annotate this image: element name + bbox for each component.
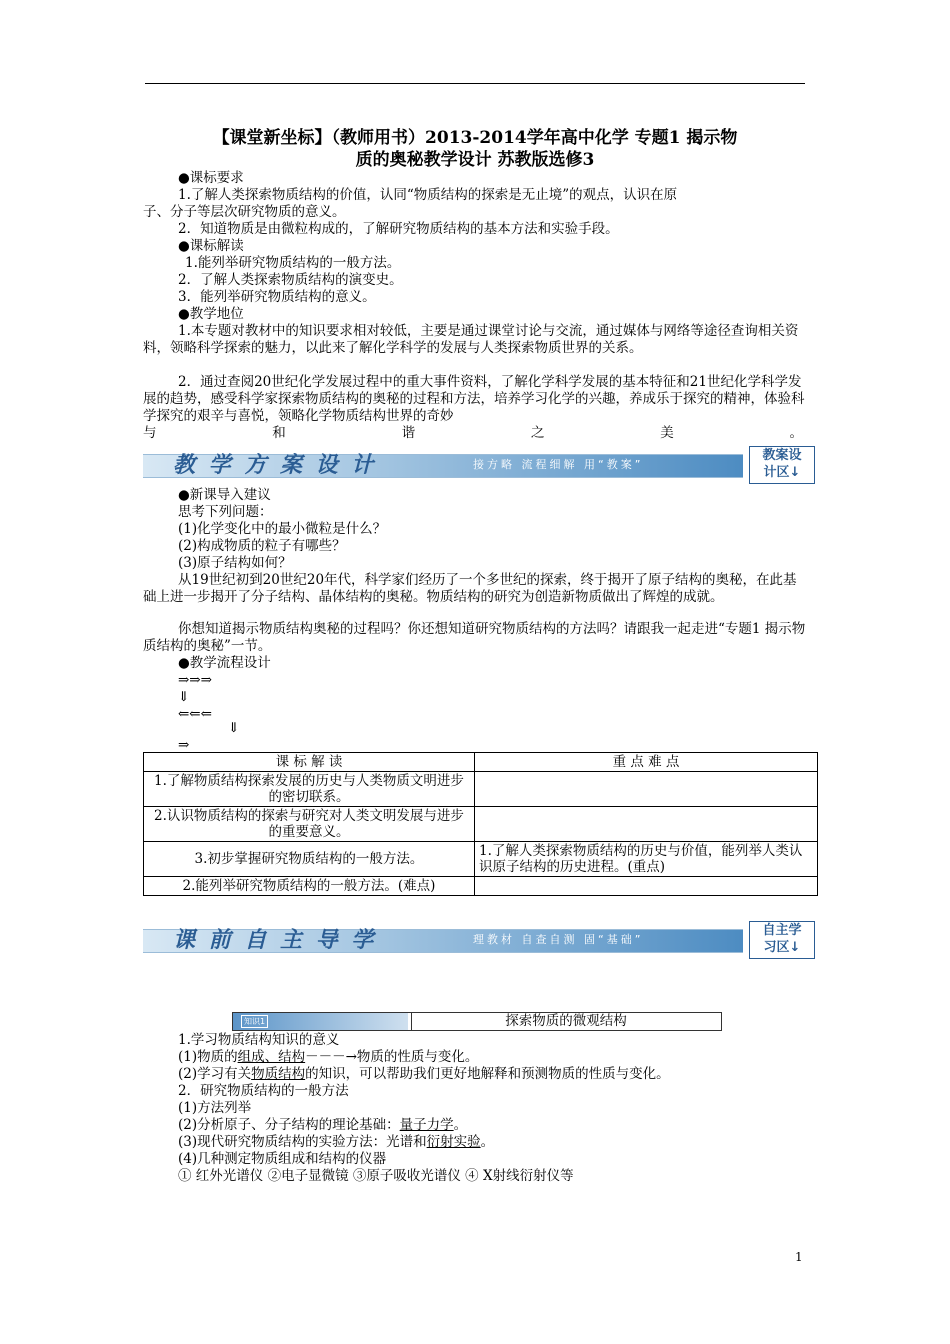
table-cell-objective-4: 2.能列举研究物质结构的一般方法。(难点): [144, 877, 475, 896]
knowledge-line-7: (3)现代研究物质结构的实验方法：光谱和衍射实验。: [178, 1134, 495, 1150]
banner-region-label: 教案设 计区↓: [749, 446, 815, 484]
title-line-2: 质的奥秘教学设计 苏教版选修3: [355, 150, 595, 170]
jxdw-paragraph-2-last-line: 与和谐之美。: [143, 425, 803, 441]
intro-question-3: (3)原子结构如何？: [178, 555, 292, 571]
banner-teaching-plan: [143, 446, 815, 484]
table-header-keypoints: 重 点 难 点: [475, 753, 818, 772]
knowledge-title: 探索物质的微观结构: [411, 1013, 720, 1030]
table-row: [144, 807, 818, 842]
table-cell-objective-2: 2.认识物质结构的探索与研究对人类文明发展与进步的重要意义。: [144, 807, 475, 842]
flow-arrows-1: ⇒⇒⇒: [178, 672, 212, 688]
knowledge-line-1: 1.学习物质结构知识的意义: [178, 1032, 340, 1048]
table-cell-empty: [475, 807, 818, 842]
knowledge-line-3: (2)学习有关物质结构的知识，可以帮助我们更好地解释和预测物质的性质与变化。: [178, 1066, 670, 1082]
title-line-1: 【课堂新坐标】（教师用书）2013-2014学年高中化学 专题1 揭示物: [212, 128, 738, 148]
table-cell-empty: [475, 877, 818, 896]
objectives-table: [143, 752, 818, 896]
intro-heading: ●新课导入建议: [178, 487, 271, 503]
kbyq-item-2: 2．知道物质是由微粒构成的，了解研究物质结构的基本方法和实验手段。: [178, 221, 619, 237]
table-row: [144, 772, 818, 807]
table-header-objectives: 课 标 解 读: [144, 753, 475, 772]
section-kbjd-heading: ●课标解读: [178, 238, 244, 254]
flow-arrows-2: ⇓: [178, 689, 190, 705]
table-cell-objective-3: 3.初步掌握研究物质结构的一般方法。: [144, 842, 475, 877]
table-row: [144, 842, 818, 877]
header-rule: [145, 83, 805, 84]
banner-subtitle: 理教材 自查自测 固“基础”: [473, 933, 644, 946]
knowledge-line-5: (1)方法列举: [178, 1100, 252, 1116]
kbjd-item-1: 1.能列举研究物质结构的一般方法。: [185, 255, 401, 271]
knowledge-line-8: (4)几种测定物质组成和结构的仪器: [178, 1151, 387, 1167]
knowledge-point-bar: [232, 1012, 722, 1031]
kbjd-item-2: 2．了解人类探索物质结构的演变史。: [178, 272, 403, 288]
flow-arrows-3: ⇐⇐⇐: [178, 706, 212, 722]
banner-region-label: 自主学 习区↓: [749, 921, 815, 959]
banner-self-study: [143, 921, 815, 959]
banner-title: 课 前 自 主 导 学: [173, 928, 377, 953]
banner-title: 教 学 方 案 设 计: [173, 453, 377, 478]
knowledge-tag: 知识1: [233, 1013, 408, 1030]
table-cell-objective-1: 1.了解物质结构探索发展的历史与人类物质文明进步的密切联系。: [144, 772, 475, 807]
knowledge-line-6: (2)分析原子、分子结构的理论基础：量子力学。: [178, 1117, 468, 1133]
table-cell-empty: [475, 772, 818, 807]
intro-question-lead: 思考下列问题：: [178, 504, 273, 520]
intro-question-1: (1)化学变化中的最小微粒是什么？: [178, 521, 387, 537]
jxdw-paragraph-2: 2．通过查阅20世纪化学发展过程中的重大事件资料，了解化学科学发展的基本特征和21世纪化学科学发展的趋势，感受科学家探索物质结构的奥秘的过程和方法，培养学习化学的兴趣，养成乐于探究的精神，体验科学探究的艰辛与喜悦，领略化学物质结构世界的奇妙: [143, 374, 805, 424]
table-header-row: [144, 753, 818, 772]
flow-heading: ●教学流程设计: [178, 655, 271, 671]
document-title: [140, 127, 810, 171]
kbyq-item-1a: 1.了解人类探索物质结构的价值，认同“物质结构的探索是无止境”的观点，认识在原: [178, 187, 678, 203]
knowledge-line-9: ① 红外光谱仪 ②电子显微镜 ③原子吸收光谱仪 ④ X射线衍射仪等: [178, 1168, 574, 1184]
banner-subtitle: 接方略 流程细解 用“教案”: [473, 458, 644, 471]
knowledge-line-4: 2．研究物质结构的一般方法: [178, 1083, 349, 1099]
kbyq-item-1b: 子、分子等层次研究物质的意义。: [143, 204, 346, 220]
intro-question-2: (2)构成物质的粒子有哪些？: [178, 538, 346, 554]
kbjd-item-3: 3．能列举研究物质结构的意义。: [178, 289, 376, 305]
table-cell-keypoint-1: 1.了解人类探索物质结构的历史与价值，能列举人类认识原子结构的历史进程。(重点): [475, 842, 818, 877]
intro-paragraph-2: 你想知道揭示物质结构奥秘的过程吗？你还想知道研究物质结构的方法吗？请跟我一起走进“专题1 揭示物质结构的奥秘”一节。: [143, 621, 806, 654]
page-number: 1: [795, 1250, 803, 1264]
flow-arrows-5: ⇒: [178, 737, 190, 753]
flow-arrows-4: ⇓: [228, 720, 240, 736]
knowledge-line-2: (1)物质的组成、结构－－－→物质的性质与变化。: [178, 1049, 479, 1065]
intro-paragraph-1: 从19世纪初到20世纪20年代，科学家们经历了一个多世纪的探索，终于揭开了原子结构的奥秘，在此基础上进一步揭开了分子结构、晶体结构的奥秘。物质结构的研究为创造新物质做出了辉煌的成就。: [143, 572, 797, 605]
table-row: [144, 877, 818, 896]
section-kbyq-heading: ●课标要求: [178, 170, 244, 186]
jxdw-paragraph-1: 1.本专题对教材中的知识要求相对较低，主要是通过课堂讨论与交流，通过媒体与网络等途径查询相关资料，领略科学探索的魅力，以此来了解化学科学的发展与人类探索物质世界的关系。: [143, 323, 799, 356]
section-jxdw-heading: ●教学地位: [178, 306, 244, 322]
